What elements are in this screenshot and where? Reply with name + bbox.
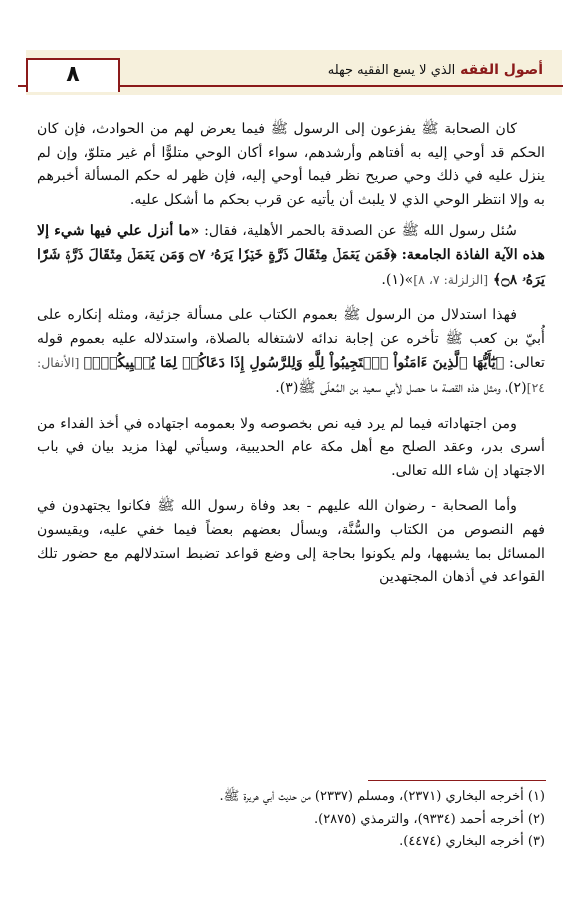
paragraph-5: وأما الصحابة - رضوان الله عليهم - بعد وفاة رسول الله ﷺ فكانوا يجتهدون في فهم النصوص من الكتاب والسُّنَّة، ويسأل بعضهم بعضاً فيما خفي عليه، ويقيسون المسائل بما يشبهها، ولم يكونوا بحاجة إلى وضع قواعد تضبط استدلالهم مع حضور تلك القواعد في أذهان المجتهدين: [37, 498, 545, 586]
footnote-1: (١) أخرجه البخاري (٢٣٧١)، ومسلم (٢٣٣٧) من حديث أبي هريرة ﷺ.: [219, 789, 545, 804]
para3-end: (٢)، ومثل هذه القصة ما حصل لأبي سعيد بن المُعلّى ﷺ(٣).: [275, 379, 527, 396]
footnote-separator: [368, 780, 546, 781]
hadith-quote: «ما أنزل علي فيها شيء إلا هذه الآية الفاذة الجامعة:: [37, 223, 545, 263]
running-title: [328, 62, 543, 78]
footnote-2: (٢) أخرجه أحمد (٩٣٣٤)، والترمذي (٢٨٧٥).: [313, 811, 545, 827]
para3-text: فهذا استدلال من الرسول ﷺ بعموم الكتاب على مسألة جزئية، ومثله إنكاره على أُبيّ بن كعب ﷺ تأخره عن إجابة ندائه لاشتغاله بالصلاة، واستدلاله عليه بعموم قوله تعالى:: [37, 307, 545, 372]
page-number: ٨: [26, 58, 120, 92]
book-subtitle: الذي لا يسع الفقيه جهله: [327, 63, 456, 78]
paragraph-1: كان الصحابة ﷺ يفزعون إلى الرسول ﷺ فيما يعرض لهم من الحوادث، فإن كان الحكم قد أوحي إليه به أفتاهم وأرشدهم، سواء أكان الوحي متلوًّا أم غير متلوّ، وإن لم ينزل عليه في ذلك وحي صريح نظر فيما أوحي إليه، فإن ظهر له حكم المسألة أخبرهم به وإلا انتظر الوحي الذي لا يلبث أن يأتيه عن قرب بحكم ما أشكل عليه.: [37, 121, 545, 208]
para2-text: سُئل رسول الله ﷺ عن الصدقة بالحمر الأهلية، فقال:: [199, 223, 517, 240]
book-title: أصول الفقه: [460, 62, 543, 78]
paragraph-4: ومن اجتهاداته فيما لم يرد فيه نص بخصوصه ولا بعمومه اجتهاده في أخذ الفداء من أسرى بدر، وعقد الصلح مع أهل مكة عام الحديبية، وسيأتي لهذا مزيد بيان في باب الاجتهاد إن شاء الله تعالى.: [37, 415, 545, 479]
page-body: [37, 118, 545, 602]
paragraph-2: [37, 220, 545, 292]
footnote-3: (٣) أخرجه البخاري (٤٤٧٤).: [399, 834, 545, 850]
verse-reference: [الزلزلة: ٧، ٨]: [413, 271, 489, 287]
paragraph-3: [37, 304, 545, 400]
footnotes: [37, 786, 545, 854]
quran-verse-anfal: ﴿يَٰٓأَيُّهَا ٱلَّذِينَ ءَامَنُواْ ٱسۡتَجِيبُواْ لِلَّهِ وَلِلرَّسُولِ إِذَا دَعَاكُمۡ لِمَا يُحۡيِيكُمۡۖ﴾: [83, 355, 505, 372]
page-header: [0, 50, 585, 100]
para2-end: »(١).: [381, 271, 414, 288]
quran-verse-zalzala: ﴿فَمَن يَعۡمَلۡ مِثۡقَالَ ذَرَّةٍ خَيۡرٗا يَرَهُۥ ۝٧ وَمَن يَعۡمَلۡ مِثۡقَالَ ذَرَّةٖ شَرّٗا يَرَهُۥ ۝٨﴾: [37, 246, 545, 288]
verse-reference-anfal: [الأنفال: ٢٤]: [37, 355, 545, 395]
